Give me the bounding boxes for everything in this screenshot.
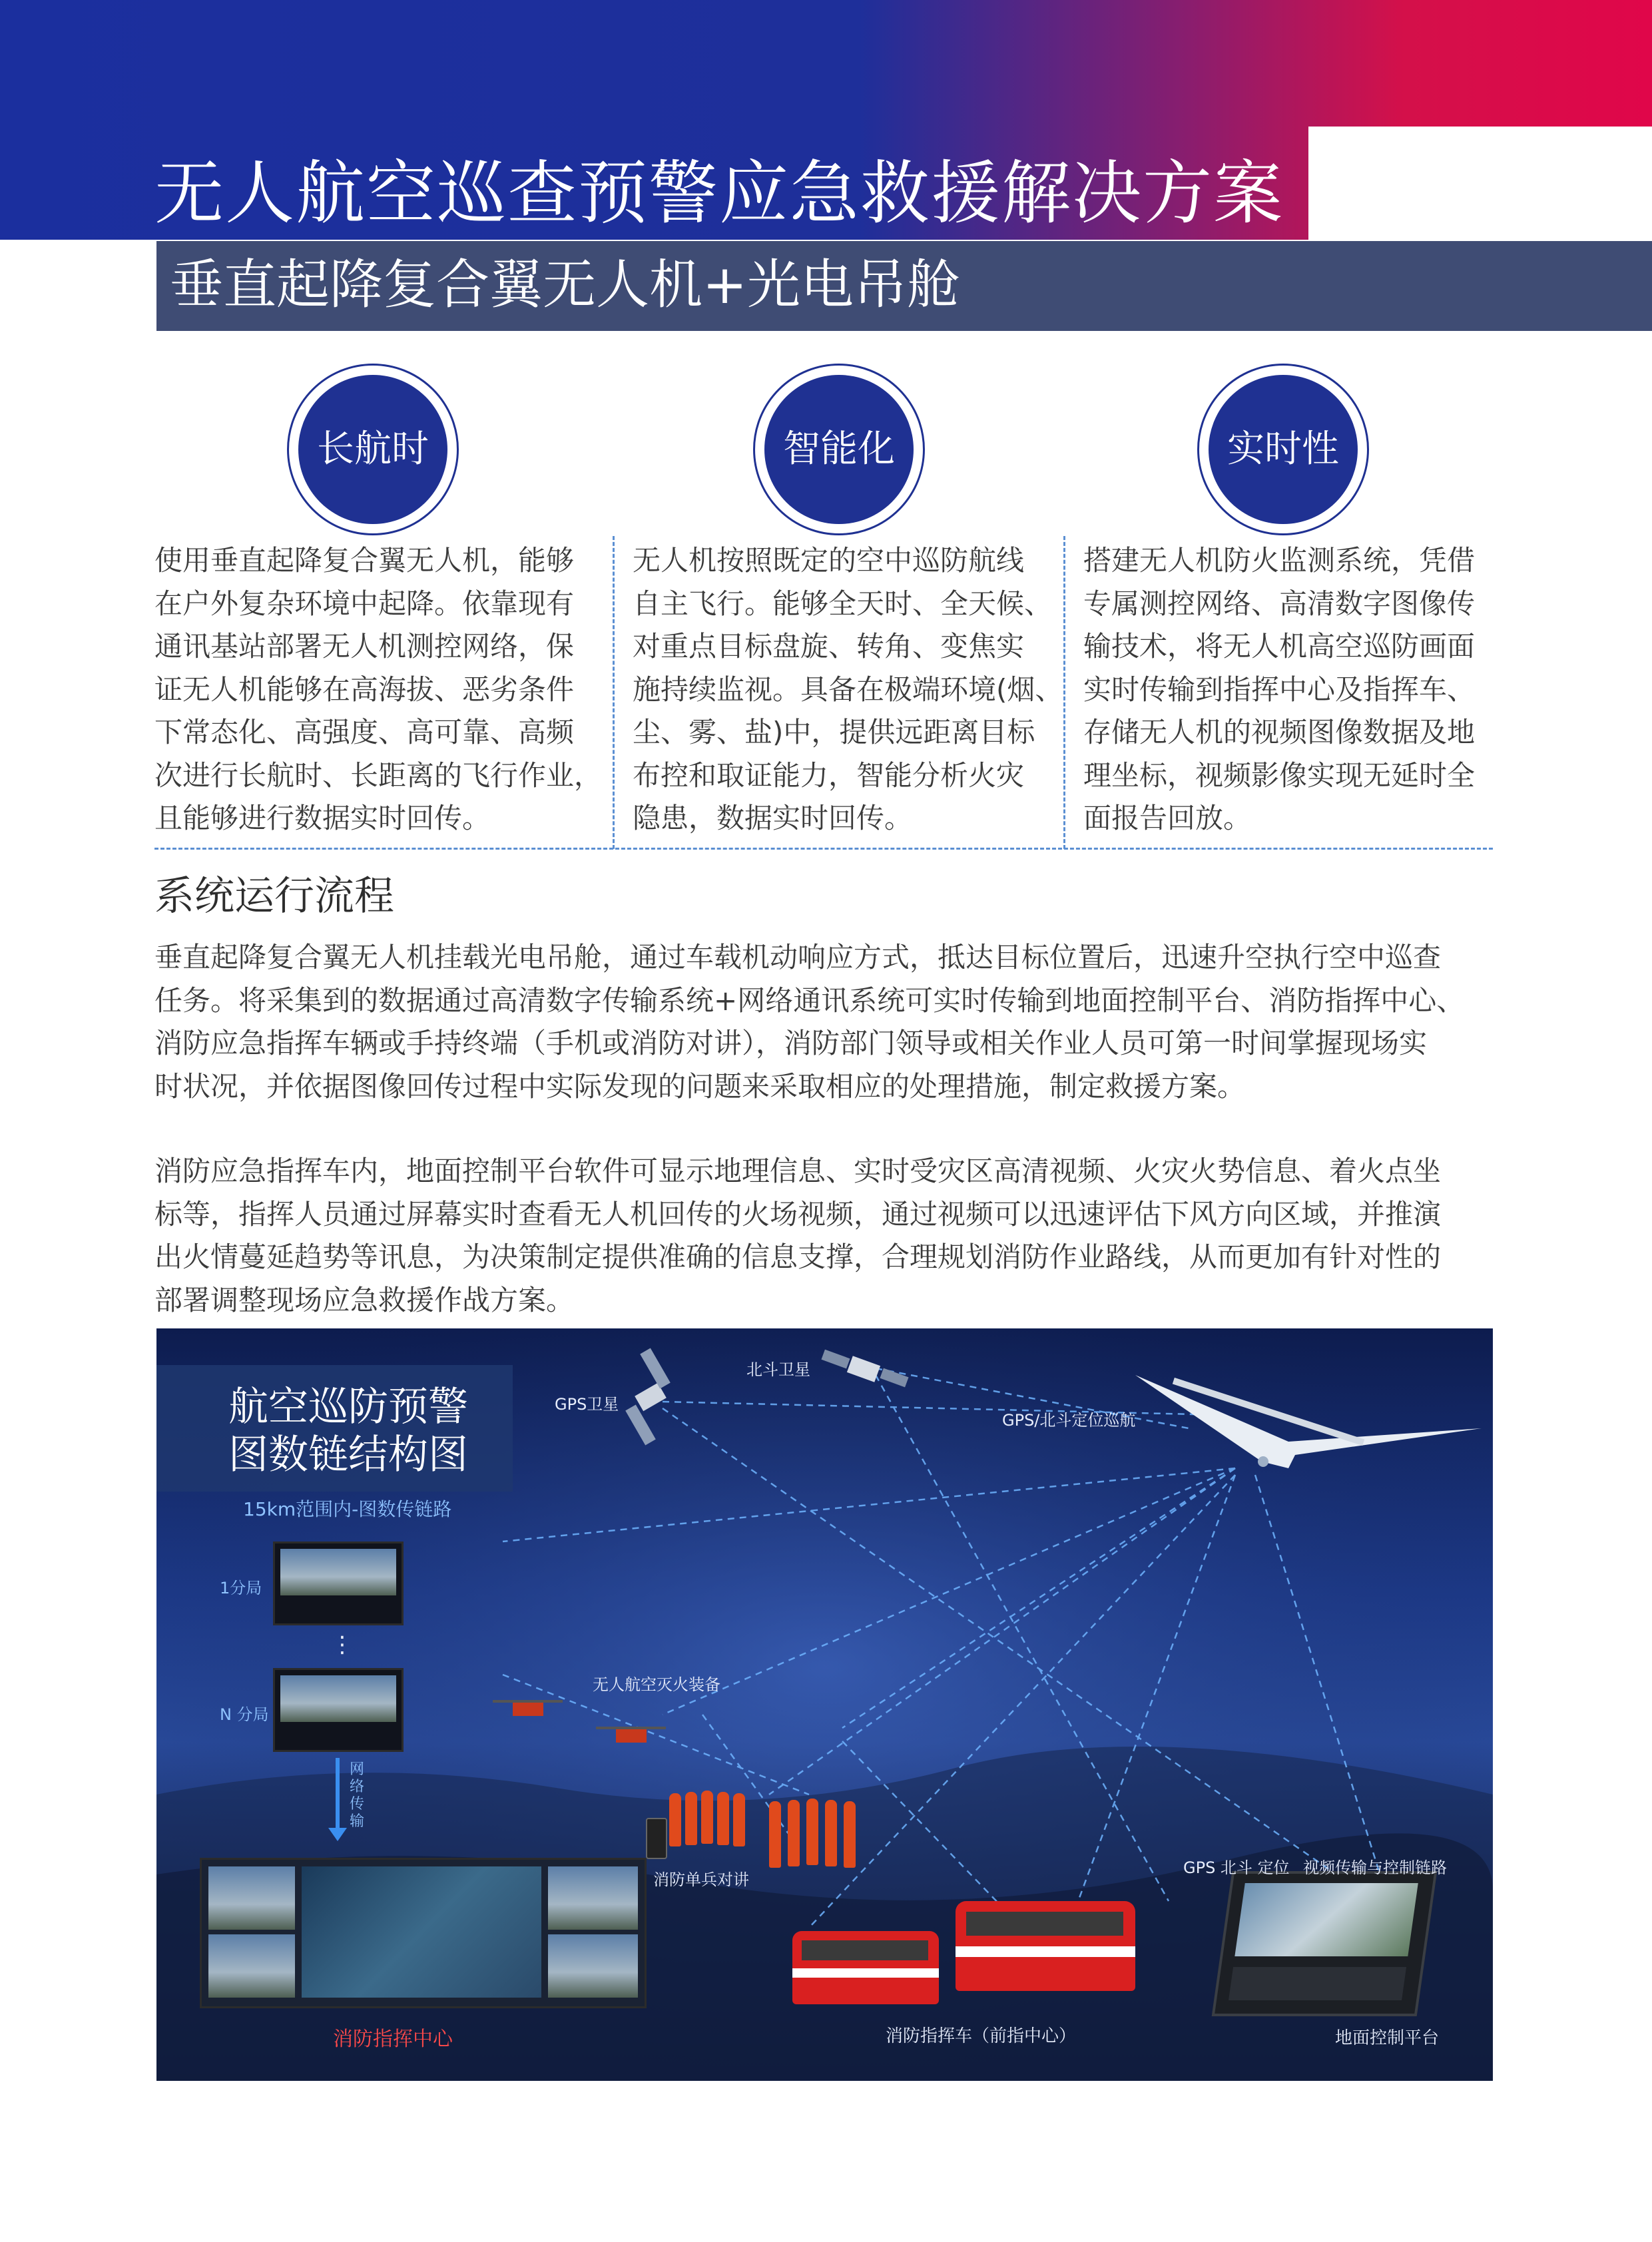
van-windows (966, 1912, 1123, 1936)
firefighter (844, 1801, 856, 1868)
command-vehicle-icon (792, 1931, 939, 2004)
page-subtitle: 垂直起降复合翼无人机+光电吊舱 (170, 254, 961, 316)
monitor-screen (280, 1549, 396, 1595)
branch-monitor (273, 1668, 404, 1752)
beidou-satellite-label: 北斗卫星 (746, 1360, 810, 1379)
text-line: 隐患，数据实时回传。 (633, 802, 913, 834)
branch-monitor (273, 1541, 404, 1625)
branch-1-label: 1分局 (220, 1579, 262, 1597)
text-line: 搭建无人机防火监测系统，凭借 (1083, 544, 1476, 577)
monitor-screen (548, 1934, 638, 1998)
page-title: 无人航空巡查预警应急救援解决方案 (154, 152, 1284, 234)
feature-label: 智能化 (764, 375, 914, 524)
command-vehicle-icon (956, 1901, 1135, 1991)
network-char: 网 (350, 1761, 365, 1778)
range-label: 15km范围内-图数传链路 (243, 1498, 452, 1520)
text-line: 施持续监视。具备在极端环境(烟、 (633, 673, 1063, 706)
walkie-talkie-icon (646, 1818, 667, 1859)
column-divider (1063, 536, 1065, 849)
section-title: 系统运行流程 (154, 873, 394, 920)
network-label (350, 1761, 366, 1830)
text-line: 输技术，将无人机高空巡防画面 (1083, 630, 1476, 663)
monitor-screen (208, 1866, 295, 1930)
column-divider (613, 536, 615, 849)
walkie-label: 消防单兵对讲 (653, 1870, 749, 1889)
monitor-screen (208, 1934, 295, 1998)
firefighter (685, 1792, 697, 1845)
feature-text-realtime (1083, 539, 1510, 840)
gps-satellite-label: GPS卫星 (555, 1395, 619, 1414)
command-center-video-wall (200, 1858, 647, 2008)
paragraph-vehicle (154, 1150, 1506, 1322)
section-divider (154, 848, 1493, 850)
text-line: 次进行长航时、长距离的飞行作业， (154, 758, 603, 792)
text-line: 消防应急指挥车辆或手持终端（手机或消防对讲），消防部门领导或相关作业人员可第一时间掌握现场实 (154, 1027, 1428, 1059)
firefighter (733, 1793, 745, 1846)
text-line: 证无人机能够在高海拔、恶劣条件 (154, 673, 575, 706)
firefighter-team (669, 1788, 882, 1848)
text-line: 理坐标，视频影像实现无延时全 (1083, 758, 1476, 792)
paragraph-process (154, 936, 1506, 1108)
firefighter (788, 1800, 800, 1866)
text-line: 无人机按照既定的空中巡防航线 (633, 544, 1025, 577)
figure-title-line: 航空巡防预警 (228, 1384, 468, 1430)
text-line: 存储无人机的视频图像数据及地 (1083, 716, 1476, 748)
text-line: 部署调整现场应急救援作战方案。 (154, 1283, 575, 1316)
text-line: 出火情蔓延趋势等讯息，为决策制定提供准确的信息支撑，合理规划消防作业路线，从而更加有针对性的 (154, 1241, 1442, 1273)
branch-n-label: N 分局 (220, 1705, 269, 1724)
architecture-figure (156, 1328, 1493, 2081)
platform-keyboard (1229, 1967, 1406, 2000)
text-line: 实时传输到指挥中心及指挥车、 (1083, 673, 1476, 706)
feature-text-intelligence (633, 539, 1072, 840)
monitor-screen (280, 1675, 396, 1722)
firefighter (701, 1791, 713, 1844)
figure-title-line: 图数链结构图 (228, 1432, 468, 1478)
feature-badge-endurance (287, 364, 459, 535)
firefighter (769, 1801, 781, 1868)
text-line: 面报告回放。 (1083, 802, 1252, 834)
van-windows (802, 1940, 928, 1960)
van-stripe (956, 1946, 1135, 1957)
feature-label: 长航时 (298, 375, 447, 524)
text-line: 对重点目标盘旋、转角、变焦实 (633, 630, 1025, 663)
text-line: 在户外复杂环境中起降。依靠现有 (154, 587, 575, 620)
text-line: 垂直起降复合翼无人机挂载光电吊舱，通过车载机动响应方式，抵达目标位置后，迅速升空执行空中巡查 (154, 941, 1442, 974)
text-line: 通讯基站部署无人机测控网络，保 (154, 630, 575, 663)
firefighter (806, 1799, 818, 1865)
text-line: 自主飞行。能够全天时、全天候、 (633, 587, 1053, 620)
firefighter (669, 1793, 681, 1846)
network-char: 络 (350, 1779, 365, 1795)
text-line: 专属测控网络、高清数字图像传 (1083, 587, 1476, 620)
text-line: 使用垂直起降复合翼无人机，能够 (154, 544, 575, 577)
firefighter (825, 1800, 837, 1866)
gps-locate-label: GPS 北斗 定位 (1183, 1858, 1290, 1877)
network-char: 传 (350, 1796, 365, 1813)
text-line: 尘、雾、盐)中，提供远距离目标 (633, 716, 1035, 748)
van-stripe (792, 1968, 939, 1978)
platform-screen (1235, 1883, 1418, 1956)
map-screen (302, 1866, 541, 1998)
text-line: 消防应急指挥车内，地面控制平台软件可显示地理信息、实时受灾区高清视频、火灾火势信息、着火点坐 (154, 1155, 1442, 1187)
command-center-label: 消防指挥中心 (333, 2028, 453, 2051)
banner-cutout (1308, 127, 1652, 240)
text-line: 布控和取证能力，智能分析火灾 (633, 758, 1025, 792)
drone-equipment-label: 无人航空灭火装备 (593, 1675, 720, 1694)
video-link-label: 视频传输与控制链路 (1303, 1858, 1447, 1877)
ground-control-case (1212, 1871, 1438, 2016)
feature-text-endurance (154, 539, 607, 840)
text-line: 且能够进行数据实时回传。 (154, 802, 491, 834)
ground-platform-label: 地面控制平台 (1335, 2028, 1440, 2048)
feature-badge-intelligence (753, 364, 925, 535)
monitor-screen (548, 1866, 638, 1930)
text-line: 时状况，并依据图像回传过程中实际发现的问题来采取相应的处理措施，制定救援方案。 (154, 1069, 1246, 1103)
text-line: 标等，指挥人员通过屏幕实时查看无人机回传的火场视频，通过视频可以迅速评估下风方向区域，并推演 (154, 1197, 1442, 1231)
figure-title (228, 1383, 468, 1479)
cruise-label: GPS/北斗定位巡航 (1002, 1411, 1136, 1430)
command-vehicle-label: 消防指挥车（前指中心） (886, 2026, 1077, 2046)
dots-label: ⋮ (331, 1631, 354, 1658)
text-line: 下常态化、高强度、高可靠、高频 (154, 716, 575, 748)
network-char: 输 (350, 1813, 365, 1830)
text-line: 任务。将采集到的数据通过高清数字传输系统+网络通讯系统可实时传输到地面控制平台、消防指挥中心、 (154, 983, 1465, 1017)
firefighter (717, 1792, 729, 1845)
feature-label: 实时性 (1209, 375, 1358, 524)
feature-badge-realtime (1197, 364, 1369, 535)
